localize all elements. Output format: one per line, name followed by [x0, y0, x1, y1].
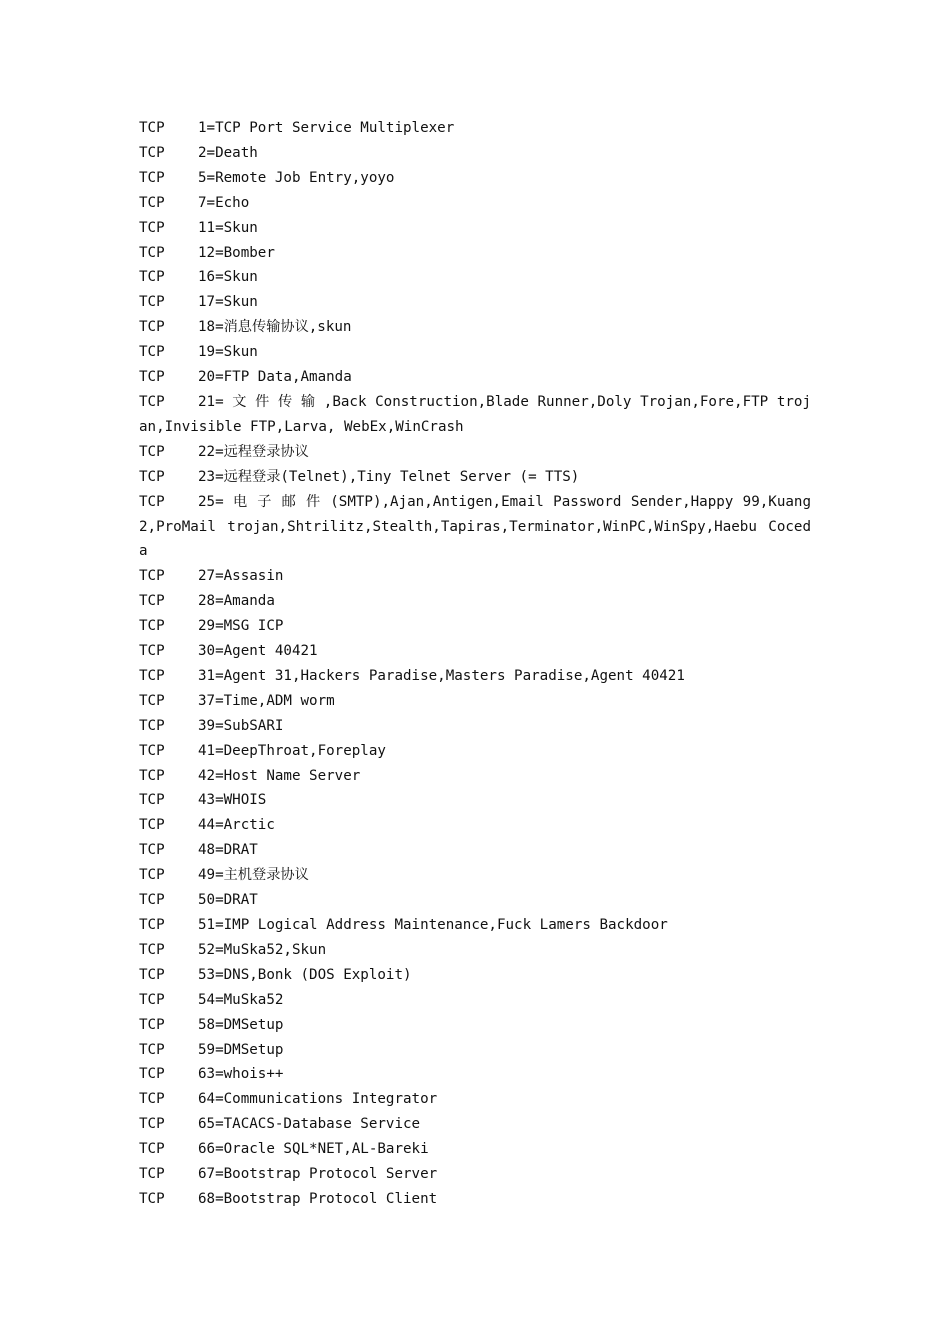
port-description: 19=Skun	[198, 344, 258, 361]
protocol-label: TCP	[139, 294, 165, 311]
port-entry	[139, 465, 811, 490]
port-entry	[139, 1187, 811, 1212]
port-entry	[139, 888, 811, 913]
port-entry	[139, 1112, 811, 1137]
port-description: 65=TACACS-Database Service	[198, 1116, 421, 1133]
protocol-label: TCP	[139, 618, 165, 635]
port-entry	[139, 315, 811, 340]
protocol-label: TCP	[139, 144, 165, 161]
port-description: 39=SubSARI	[198, 717, 284, 734]
port-description: 52=MuSka52,Skun	[198, 941, 327, 958]
port-description: 68=Bootstrap Protocol Client	[198, 1190, 438, 1207]
protocol-label: TCP	[139, 319, 165, 336]
port-entry	[139, 166, 811, 191]
protocol-label: TCP	[139, 219, 165, 236]
protocol-label: TCP	[139, 1041, 165, 1058]
port-description: 22=远程登录协议	[198, 443, 309, 460]
port-description: 48=DRAT	[198, 842, 258, 859]
protocol-label: TCP	[139, 667, 165, 684]
protocol-label: TCP	[139, 1091, 165, 1108]
port-description: 25= 电 子 邮 件 (SMTP),Ajan,Antigen,Email Password Sender,Happy 99,Kuang2,ProMail trojan,Shtrilitz,Stealth,Tapiras,Terminator,WinPC,WinSpy,Haebu Coceda	[139, 493, 811, 560]
port-entry	[139, 913, 811, 938]
port-entry	[139, 290, 811, 315]
port-entry	[139, 739, 811, 764]
port-entry	[139, 813, 811, 838]
port-description: 53=DNS,Bonk (DOS Exploit)	[198, 966, 412, 983]
protocol-label: TCP	[139, 792, 165, 809]
protocol-label: TCP	[139, 643, 165, 660]
port-description: 37=Time,ADM worm	[198, 692, 335, 709]
port-description: 20=FTP Data,Amanda	[198, 369, 352, 386]
protocol-label: TCP	[139, 817, 165, 834]
port-entry	[139, 614, 811, 639]
port-entry	[139, 564, 811, 589]
protocol-label: TCP	[139, 468, 165, 485]
port-description: 11=Skun	[198, 219, 258, 236]
port-entry	[139, 963, 811, 988]
protocol-label: TCP	[139, 269, 165, 286]
protocol-label: TCP	[139, 493, 165, 510]
port-description: 27=Assasin	[198, 568, 284, 585]
protocol-label: TCP	[139, 244, 165, 261]
port-description: 18=消息传输协议,skun	[198, 319, 352, 336]
protocol-label: TCP	[139, 568, 165, 585]
port-entry	[139, 938, 811, 963]
port-description: 42=Host Name Server	[198, 767, 361, 784]
port-list	[139, 116, 811, 1212]
port-entry	[139, 689, 811, 714]
port-entry	[139, 440, 811, 465]
port-description: 7=Echo	[198, 194, 250, 211]
port-entry	[139, 216, 811, 241]
port-entry	[139, 863, 811, 888]
port-entry	[139, 265, 811, 290]
port-description: 64=Communications Integrator	[198, 1091, 438, 1108]
port-description: 1=TCP Port Service Multiplexer	[198, 120, 455, 136]
port-description: 67=Bootstrap Protocol Server	[198, 1166, 438, 1183]
protocol-label: TCP	[139, 991, 165, 1008]
port-description: 28=Amanda	[198, 593, 275, 610]
protocol-label: TCP	[139, 443, 165, 460]
protocol-label: TCP	[139, 393, 165, 410]
port-entry	[139, 838, 811, 863]
port-description: 59=DMSetup	[198, 1041, 284, 1058]
port-description: 50=DRAT	[198, 892, 258, 909]
port-description: 29=MSG ICP	[198, 618, 284, 635]
port-entry	[139, 1087, 811, 1112]
protocol-label: TCP	[139, 941, 165, 958]
protocol-label: TCP	[139, 593, 165, 610]
port-description: 17=Skun	[198, 294, 258, 311]
protocol-label: TCP	[139, 742, 165, 759]
port-description: 2=Death	[198, 144, 258, 161]
port-entry	[139, 988, 811, 1013]
protocol-label: TCP	[139, 120, 165, 136]
port-entry	[139, 365, 811, 390]
protocol-label: TCP	[139, 169, 165, 186]
port-entry	[139, 1038, 811, 1063]
port-description: 54=MuSka52	[198, 991, 284, 1008]
port-entry	[139, 241, 811, 266]
port-description: 16=Skun	[198, 269, 258, 286]
port-entry	[139, 340, 811, 365]
port-description: 31=Agent 31,Hackers Paradise,Masters Paradise,Agent 40421	[198, 667, 685, 684]
port-entry	[139, 664, 811, 689]
protocol-label: TCP	[139, 1166, 165, 1183]
protocol-label: TCP	[139, 867, 165, 884]
protocol-label: TCP	[139, 767, 165, 784]
port-entry	[139, 788, 811, 813]
protocol-label: TCP	[139, 917, 165, 933]
port-entry	[139, 764, 811, 789]
protocol-label: TCP	[139, 892, 165, 909]
port-description: 12=Bomber	[198, 244, 275, 261]
port-entry	[139, 191, 811, 216]
port-description: 5=Remote Job Entry,yoyo	[198, 169, 395, 186]
protocol-label: TCP	[139, 1190, 165, 1207]
protocol-label: TCP	[139, 692, 165, 709]
protocol-label: TCP	[139, 344, 165, 361]
port-description: 49=主机登录协议	[198, 867, 309, 884]
protocol-label: TCP	[139, 717, 165, 734]
protocol-label: TCP	[139, 1016, 165, 1033]
protocol-label: TCP	[139, 1066, 165, 1083]
protocol-label: TCP	[139, 1141, 165, 1158]
port-description: 44=Arctic	[198, 817, 275, 834]
protocol-label: TCP	[139, 1116, 165, 1133]
port-entry	[139, 1162, 811, 1187]
protocol-label: TCP	[139, 966, 165, 983]
port-description: 63=whois++	[198, 1066, 284, 1083]
port-entry	[139, 490, 811, 565]
port-description: 66=Oracle SQL*NET,AL-Bareki	[198, 1141, 429, 1158]
port-entry	[139, 589, 811, 614]
port-entry	[139, 1013, 811, 1038]
port-description: 51=IMP Logical Address Maintenance,Fuck Lamers Backdoor	[198, 917, 668, 933]
port-description: 41=DeepThroat,Foreplay	[198, 742, 386, 759]
port-entry	[139, 639, 811, 664]
port-entry	[139, 390, 811, 440]
port-entry	[139, 1062, 811, 1087]
protocol-label: TCP	[139, 194, 165, 211]
port-entry	[139, 141, 811, 166]
protocol-label: TCP	[139, 369, 165, 386]
port-description: 21= 文 件 传 输 ,Back Construction,Blade Runner,Doly Trojan,Fore,FTP trojan,Invisible FTP,Larva, WebEx,WinCrash	[139, 393, 811, 435]
port-entry	[139, 1137, 811, 1162]
port-entry	[139, 116, 811, 141]
port-description: 30=Agent 40421	[198, 643, 318, 660]
port-description: 58=DMSetup	[198, 1016, 284, 1033]
port-description: 43=WHOIS	[198, 792, 267, 809]
protocol-label: TCP	[139, 842, 165, 859]
port-description: 23=远程登录(Telnet),Tiny Telnet Server (= TTS)	[198, 468, 580, 485]
port-entry	[139, 714, 811, 739]
